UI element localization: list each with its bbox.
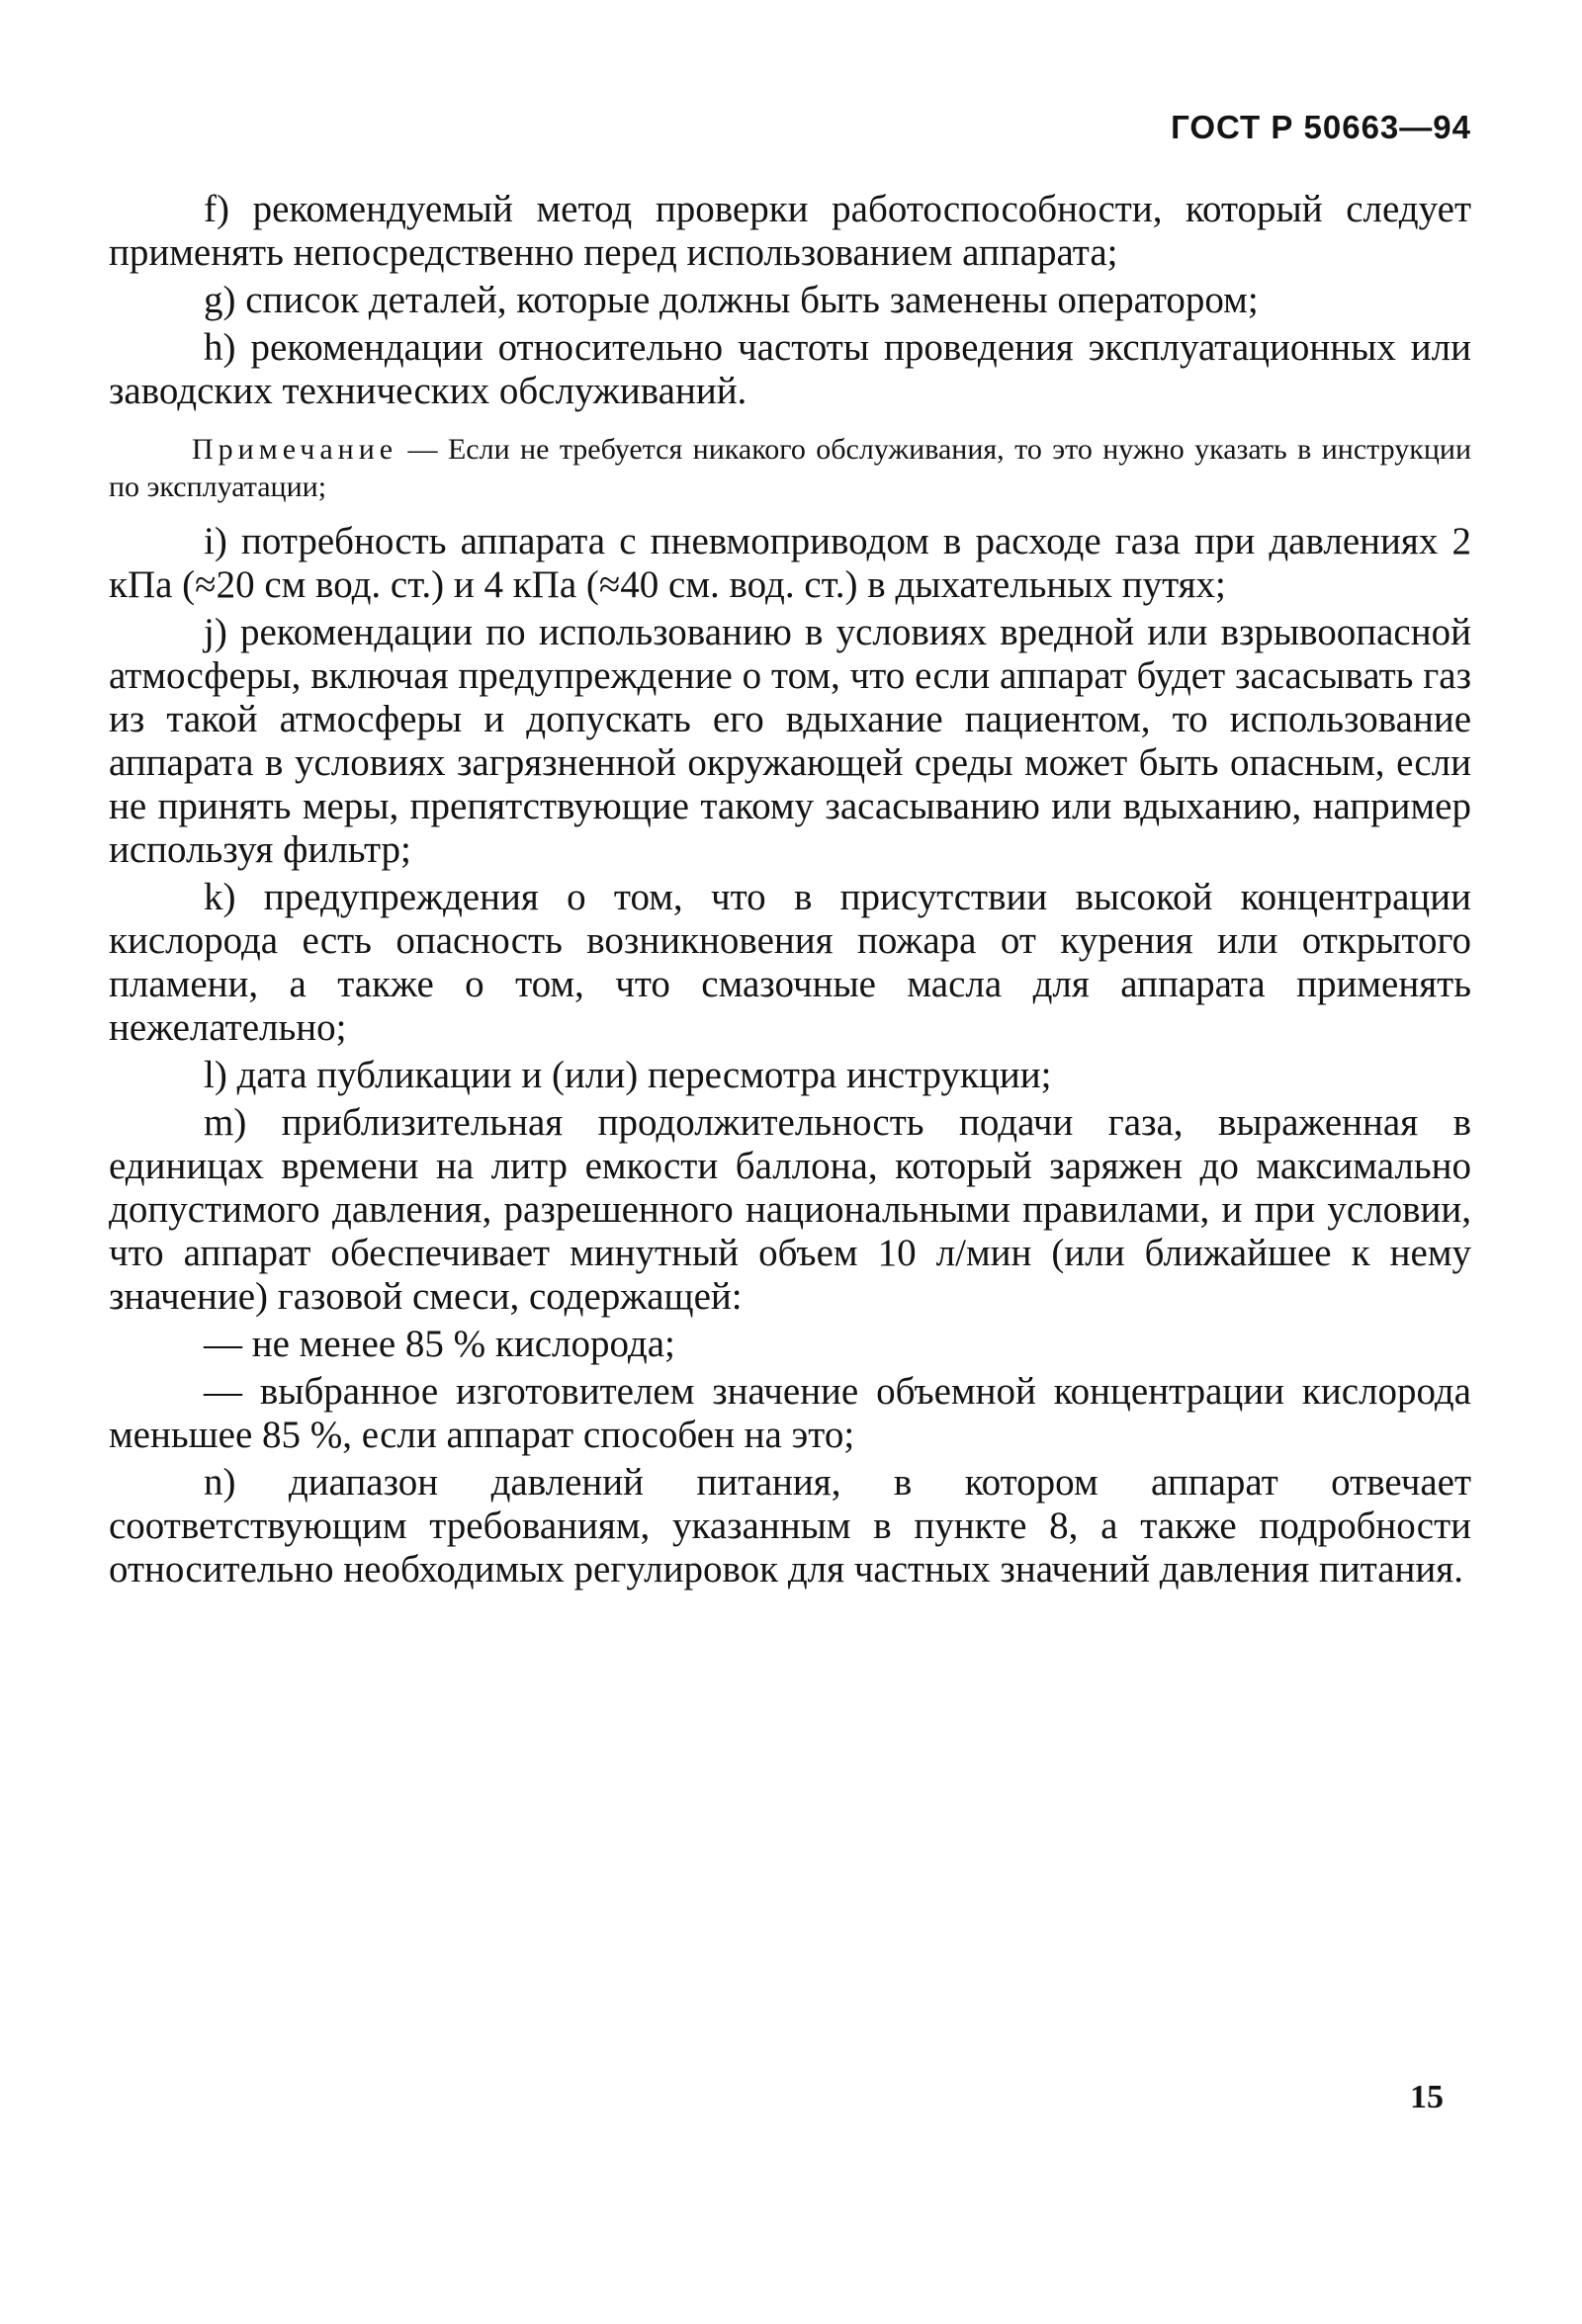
- document-header: ГОСТ Р 50663—94: [1171, 109, 1471, 145]
- list-item-h: h) рекомендации относительно частоты проведения эксплуатационных или заводских технических обслуживаний.: [109, 326, 1471, 412]
- list-item-n: n) диапазон давлений питания, в котором аппарат отвечает соответствующим требованиям, указанным в пункте 8, а также подробности относительно необходимых регулировок для частных значений давления питания.: [109, 1461, 1471, 1591]
- page-number: 15: [1410, 2079, 1444, 2115]
- list-item-l: l) дата публикации и (или) пересмотра инструкции;: [204, 1054, 1052, 1096]
- document-body: [109, 188, 1471, 1595]
- list-item-j: j) рекомендации по использованию в условиях вредной или взрывоопасной атмосферы, включая предупреждение о том, что если аппарат будет засасывать газ из такой атмосферы и допускать его вдыхание пациентом, то использование аппарата в условиях загрязненной окружающей среды может быть опасным, если не принять меры, препятствующие такому засасыванию или вдыханию, например используя фильтр;: [109, 611, 1471, 871]
- note-label: Примечание: [192, 433, 398, 466]
- list-subitem-dash-1: — не менее 85 % кислорода;: [204, 1323, 675, 1365]
- list-item-f: f) рекомендуемый метод проверки работоспособности, который следует применять непосредственно перед использованием аппарата;: [109, 188, 1471, 274]
- note-paragraph: [109, 431, 1471, 506]
- list-item-m: m) приблизительная продолжительность подачи газа, выраженная в единицах времени на литр емкости баллона, который заряжен до максимально допустимого давления, разрешенного национальными правилами, и при условии, что аппарат обеспечивает минутный объем 10 л/мин (или ближайшее к нему значение) газовой смеси, содержащей:: [109, 1101, 1471, 1318]
- list-item-i: i) потребность аппарата с пневмоприводом в расходе газа при давлениях 2 кПа (≈20 см вод. ст.) и 4 кПа (≈40 см. вод. ст.) в дыхательных путях;: [109, 520, 1471, 606]
- note-text: — Если не требуется никакого обслуживания, то это нужно указать в инструкции по эксплуатации;: [109, 433, 1471, 503]
- list-item-g: g) список деталей, которые должны быть заменены оператором;: [204, 279, 1259, 321]
- list-subitem-dash-2: — выбранное изготовителем значение объемной концентрации кислорода меньшее 85 %, если аппарат способен на это;: [109, 1370, 1471, 1456]
- list-item-k: k) предупреждения о том, что в присутствии высокой концентрации кислорода есть опасность возникновения пожара от курения или открытого пламени, а также о том, что смазочные масла для аппарата применять нежелательно;: [109, 876, 1471, 1049]
